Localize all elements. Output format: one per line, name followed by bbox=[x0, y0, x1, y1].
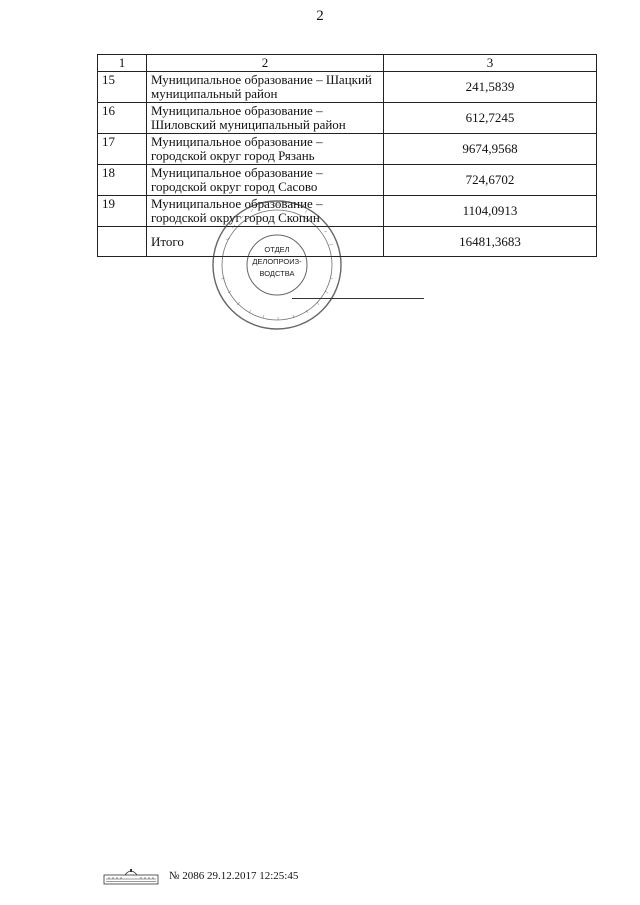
row-name: Муниципальное образование – Шацкий муниципальный район bbox=[147, 72, 384, 103]
registration-number: № 2086 29.12.2017 12:25:45 bbox=[169, 870, 299, 882]
row-name: Муниципальное образование – городской округ город Скопин bbox=[147, 196, 384, 227]
stamp-line-2: ДЕЛОПРОИЗ- bbox=[252, 257, 302, 266]
table-row bbox=[98, 103, 597, 134]
row-name: Муниципальное образование – городской округ город Рязань bbox=[147, 134, 384, 165]
total-number bbox=[98, 227, 147, 257]
page-number: 2 bbox=[316, 8, 324, 24]
row-value: 612,7245 bbox=[384, 103, 597, 134]
table-row bbox=[98, 165, 597, 196]
total-label: Итого bbox=[147, 227, 384, 257]
header-col-3: 3 bbox=[384, 55, 597, 72]
table-row bbox=[98, 134, 597, 165]
row-value: 724,6702 bbox=[384, 165, 597, 196]
table-row bbox=[98, 72, 597, 103]
footer bbox=[103, 866, 298, 886]
total-row bbox=[98, 227, 597, 257]
official-stamp bbox=[210, 198, 344, 332]
table-header-row bbox=[98, 55, 597, 72]
header-col-2: 2 bbox=[147, 55, 384, 72]
row-value: 9674,9568 bbox=[384, 134, 597, 165]
row-name: Муниципальное образование – Шиловский муниципальный район bbox=[147, 103, 384, 134]
row-number: 16 bbox=[98, 103, 147, 134]
table-row bbox=[98, 196, 597, 227]
registry-logo-icon bbox=[103, 867, 159, 885]
row-number: 15 bbox=[98, 72, 147, 103]
row-number: 18 bbox=[98, 165, 147, 196]
row-name: Муниципальное образование – городской округ город Сасово bbox=[147, 165, 384, 196]
stamp-line-1: ОТДЕЛ bbox=[264, 245, 290, 254]
total-value: 16481,3683 bbox=[384, 227, 597, 257]
row-value: 1104,0913 bbox=[384, 196, 597, 227]
row-number: 17 bbox=[98, 134, 147, 165]
allocation-table bbox=[97, 54, 597, 257]
stamp-line-3: ВОДСТВА bbox=[259, 269, 295, 278]
row-number: 19 bbox=[98, 196, 147, 227]
row-value: 241,5839 bbox=[384, 72, 597, 103]
header-col-1: 1 bbox=[98, 55, 147, 72]
